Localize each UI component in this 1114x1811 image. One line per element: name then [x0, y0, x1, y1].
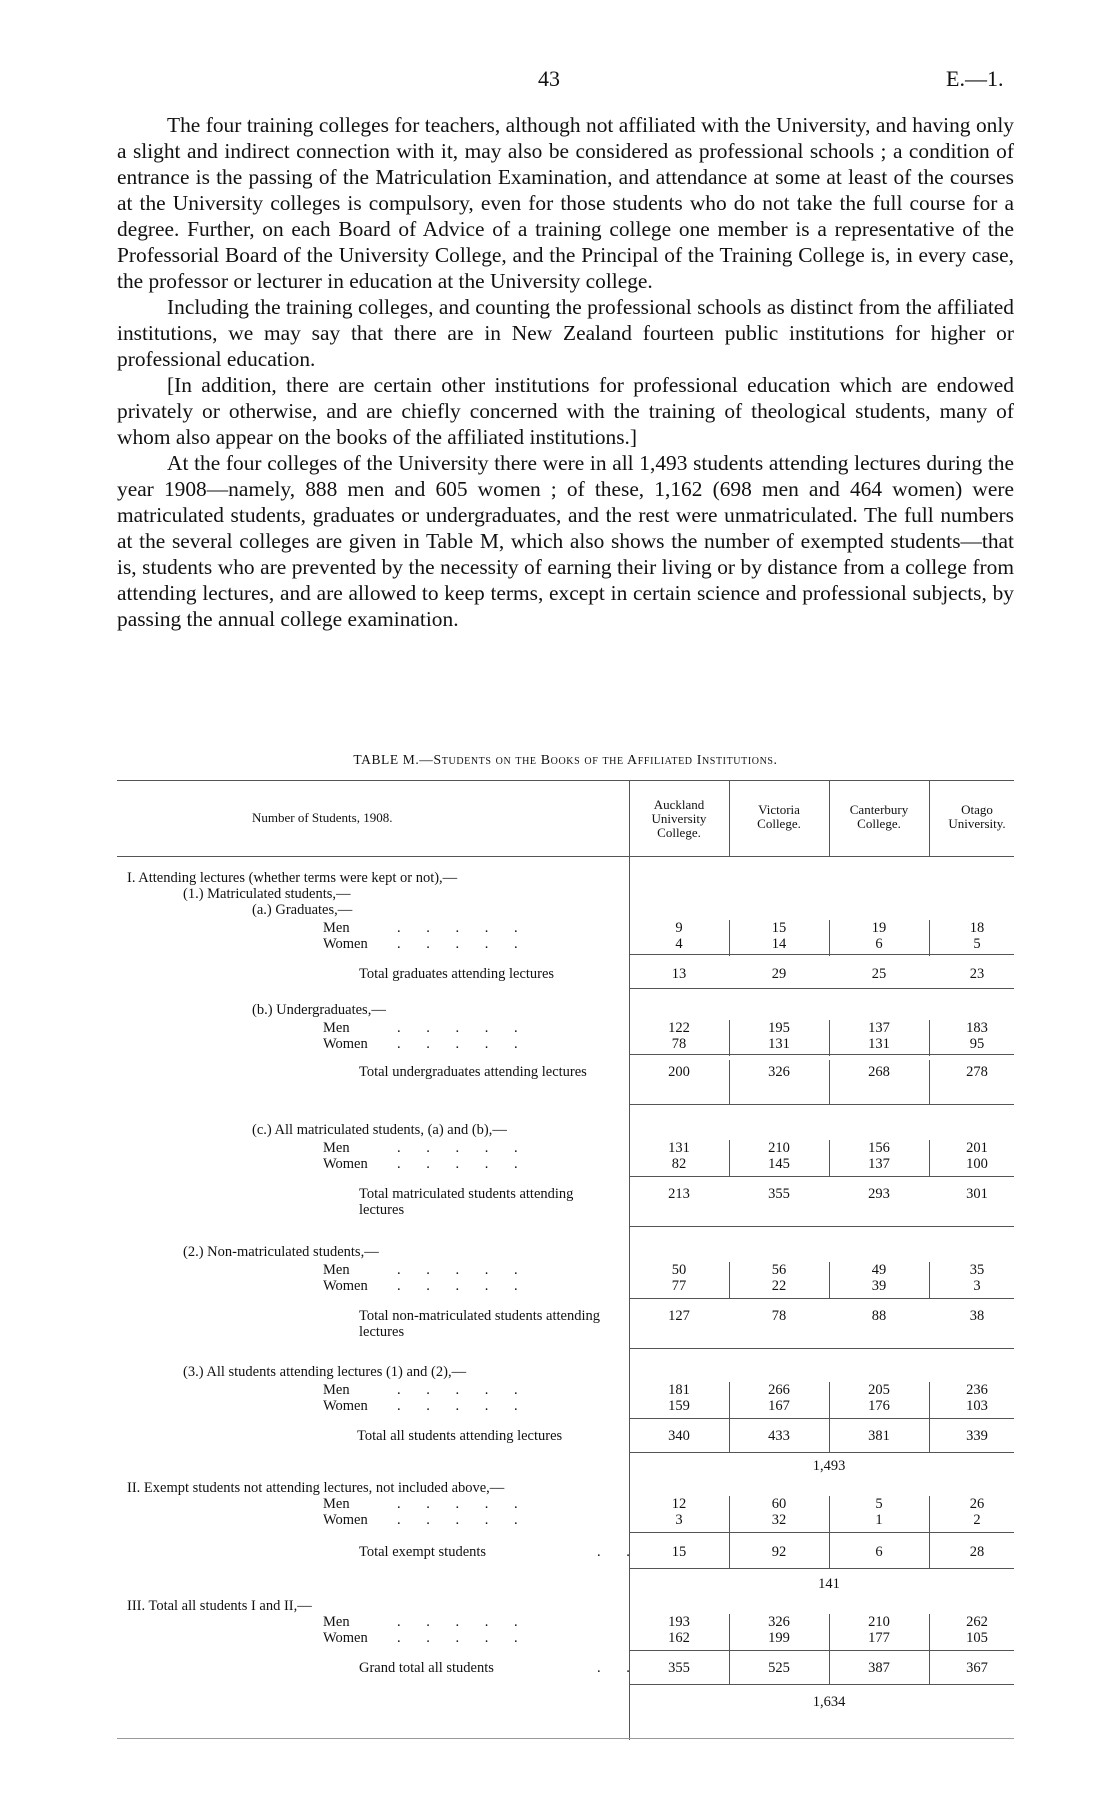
cell: 49 — [871, 1262, 887, 1278]
column-divider — [929, 920, 930, 956]
cell: 12 — [671, 1496, 687, 1512]
cell: 22 — [771, 1278, 787, 1294]
cell: 3 — [675, 1512, 683, 1528]
row-label-men: Men — [323, 1496, 350, 1512]
cell: 77 — [671, 1278, 687, 1294]
cell: 193 — [668, 1614, 690, 1630]
cell: 199 — [768, 1630, 790, 1646]
cell: 137 — [868, 1020, 890, 1036]
cell: 5 — [875, 1496, 883, 1512]
cell: 340 — [668, 1428, 690, 1444]
cell: 266 — [768, 1382, 790, 1398]
cell: 18 — [969, 920, 985, 936]
total-label: Total graduates attending lectures — [359, 966, 555, 982]
column-header-otago: Otago University. — [948, 802, 1006, 831]
subtotal-rule — [629, 1298, 1014, 1299]
subtotal-rule — [629, 1226, 1014, 1227]
leader-dots: . . . . . — [397, 1496, 529, 1512]
leader-dots: . . — [597, 1660, 641, 1676]
row-label-women: Women — [323, 1156, 368, 1172]
column-divider — [829, 1614, 830, 1684]
cell: 26 — [969, 1496, 985, 1512]
cell: 201 — [966, 1140, 988, 1156]
body-text — [117, 112, 1014, 632]
paragraph: [In addition, there are certain other institutions for professional education which are endowed privately or otherwise, and are chiefly concerned with the training of theological students, many of whom also appear on the books of the affiliated institutions.] — [117, 373, 1014, 449]
total-label: Grand total all students — [359, 1660, 494, 1676]
column-divider — [729, 920, 730, 956]
subtotal-rule — [629, 1176, 1014, 1177]
cell: 137 — [868, 1156, 890, 1172]
column-divider — [729, 1140, 730, 1176]
cell: 131 — [668, 1140, 690, 1156]
row-label-women: Women — [323, 1278, 368, 1294]
cell: 181 — [668, 1382, 690, 1398]
column-divider — [729, 1060, 730, 1104]
cell: 28 — [969, 1544, 985, 1560]
cell: 14 — [771, 936, 787, 952]
column-header-auckland: Auckland University College. — [651, 797, 707, 840]
column-divider — [829, 1020, 830, 1056]
cell: 122 — [668, 1020, 690, 1036]
total-label: Total undergraduates attending lectures — [359, 1064, 587, 1080]
table-title-prefix: TABLE M.— — [353, 752, 434, 767]
cell: 210 — [768, 1140, 790, 1156]
cell: 95 — [969, 1036, 985, 1052]
cell: 88 — [871, 1308, 887, 1324]
subtotal-rule — [629, 1568, 1014, 1569]
cell: 301 — [966, 1186, 988, 1202]
subtotal-rule — [629, 1418, 1014, 1419]
cell: 195 — [768, 1020, 790, 1036]
section-ii-label: II. Exempt students not attending lectures, not included above,— — [127, 1480, 505, 1496]
cell: 15 — [671, 1544, 687, 1560]
cell: 131 — [768, 1036, 790, 1052]
cell: 200 — [668, 1064, 690, 1080]
subtotal-rule — [629, 988, 1014, 989]
leader-dots: . . . . . — [397, 1020, 529, 1036]
column-header-victoria: Victoria College. — [757, 802, 801, 831]
column-divider — [929, 1140, 930, 1176]
column-divider — [929, 1496, 930, 1568]
leader-dots: . . . . . — [397, 1036, 529, 1052]
document-code: E.—1. — [946, 66, 1004, 91]
row-label-men: Men — [323, 920, 350, 936]
cell: 9 — [675, 920, 683, 936]
total-label: Total non-matriculated students attending lectures — [359, 1308, 600, 1340]
cell: 38 — [969, 1308, 985, 1324]
cell: 92 — [771, 1544, 787, 1560]
column-divider — [929, 780, 930, 856]
cell: 127 — [668, 1308, 690, 1324]
column-divider — [729, 1496, 730, 1568]
header-bottom-rule — [117, 856, 1014, 857]
cell: 326 — [768, 1614, 790, 1630]
cell: 387 — [868, 1660, 890, 1676]
column-divider — [929, 1382, 930, 1452]
row-label-men: Men — [323, 1262, 350, 1278]
leader-dots: . . . . . — [397, 1382, 529, 1398]
row-label-women: Women — [323, 936, 368, 952]
combined-total: 141 — [818, 1576, 840, 1592]
cell: 167 — [768, 1398, 790, 1414]
row-label-men: Men — [323, 1382, 350, 1398]
column-divider — [929, 1614, 930, 1684]
cell: 78 — [771, 1308, 787, 1324]
column-divider — [829, 1060, 830, 1104]
cell: 183 — [966, 1020, 988, 1036]
cell: 326 — [768, 1064, 790, 1080]
subsection-label: (1.) Matriculated students,— — [183, 886, 351, 902]
column-divider — [929, 1020, 930, 1056]
total-label: Total all students attending lectures — [357, 1428, 563, 1444]
cell: 100 — [966, 1156, 988, 1172]
cell: 39 — [871, 1278, 887, 1294]
combined-total: 1,634 — [812, 1694, 846, 1710]
cell: 159 — [668, 1398, 690, 1414]
table-bottom-rule — [117, 1738, 1014, 1739]
cell: 433 — [768, 1428, 790, 1444]
subtotal-rule — [629, 1650, 1014, 1651]
cell: 5 — [973, 936, 981, 952]
cell: 381 — [868, 1428, 890, 1444]
column-divider — [829, 1140, 830, 1176]
cell: 6 — [875, 1544, 883, 1560]
row-label-women: Women — [323, 1630, 368, 1646]
cell: 131 — [868, 1036, 890, 1052]
subtotal-rule — [629, 1054, 1014, 1055]
column-divider — [729, 1262, 730, 1298]
cell: 23 — [969, 966, 985, 982]
cell: 60 — [771, 1496, 787, 1512]
cell: 268 — [868, 1064, 890, 1080]
leader-dots: . . . . . — [397, 936, 529, 952]
table-top-rule — [117, 780, 1014, 781]
cell: 19 — [871, 920, 887, 936]
column-divider — [729, 1020, 730, 1056]
cell: 2 — [973, 1512, 981, 1528]
subsection-label: (b.) Undergraduates,— — [252, 1002, 386, 1018]
cell: 355 — [768, 1186, 790, 1202]
page-number: 43 — [538, 66, 560, 91]
subtotal-rule — [629, 1452, 1014, 1453]
subtotal-rule — [629, 1104, 1014, 1105]
leader-dots: . . — [597, 1544, 641, 1560]
cell: 35 — [969, 1262, 985, 1278]
row-label-men: Men — [323, 1140, 350, 1156]
cell: 262 — [966, 1614, 988, 1630]
column-header-canterbury: Canterbury College. — [849, 802, 909, 831]
column-divider — [929, 1262, 930, 1298]
subtotal-rule — [629, 954, 1014, 955]
cell: 25 — [871, 966, 887, 982]
column-divider — [829, 1262, 830, 1298]
paragraph: The four training colleges for teachers, although not affiliated with the University, and having only a slight and indirect connection with it, may also be considered as professional schools ; a condition of entrance is the passing of the Matriculation Examination, and attendance at some at least of the courses at the University colleges is compulsory, even for those students who do not take the full course for a degree. Further, on each Board of Advice of a training college one member is a representative of the Professorial Board of the University College, and the Principal of the Training College is, in every case, the professor or lecturer in education at the University college. — [117, 113, 1014, 293]
cell: 13 — [671, 966, 687, 982]
subtotal-rule — [629, 1532, 1014, 1533]
subsection-label: (c.) All matriculated students, (a) and (b),— — [252, 1122, 507, 1138]
cell: 29 — [771, 966, 787, 982]
cell: 6 — [875, 936, 883, 952]
cell: 355 — [668, 1660, 690, 1676]
column-divider — [829, 780, 830, 856]
cell: 105 — [966, 1630, 988, 1646]
cell: 177 — [868, 1630, 890, 1646]
total-label: Total matriculated students attending lectures — [359, 1186, 574, 1218]
paragraph: Including the training colleges, and counting the professional schools as distinct from the affiliated institutions, we may say that there are in New Zealand fourteen public institutions for higher or professional education. — [117, 295, 1014, 371]
leader-dots: . . . . . — [397, 1156, 529, 1172]
subsection-label: (3.) All students attending lectures (1) and (2),— — [183, 1364, 467, 1380]
cell: 205 — [868, 1382, 890, 1398]
cell: 525 — [768, 1660, 790, 1676]
leader-dots: . . . . . — [397, 1512, 529, 1528]
section-iii-label: III. Total all students I and II,— — [127, 1598, 312, 1614]
subsection-label: (2.) Non-matriculated students,— — [183, 1244, 379, 1260]
cell: 78 — [671, 1036, 687, 1052]
combined-total: 1,493 — [812, 1458, 846, 1474]
cell: 156 — [868, 1140, 890, 1156]
leader-dots: . . . . . — [397, 920, 529, 936]
row-label-women: Women — [323, 1512, 368, 1528]
column-divider — [929, 1060, 930, 1104]
cell: 339 — [966, 1428, 988, 1444]
leader-dots: . . . . . — [397, 1614, 529, 1630]
cell: 50 — [671, 1262, 687, 1278]
cell: 32 — [771, 1512, 787, 1528]
column-divider — [829, 920, 830, 956]
section-i-label: I. Attending lectures (whether terms were kept or not),— — [127, 870, 458, 886]
cell: 145 — [768, 1156, 790, 1172]
cell: 236 — [966, 1382, 988, 1398]
cell: 278 — [966, 1064, 988, 1080]
cell: 367 — [966, 1660, 988, 1676]
cell: 103 — [966, 1398, 988, 1414]
subtotal-rule — [629, 1348, 1014, 1349]
cell: 293 — [868, 1186, 890, 1202]
row-label-men: Men — [323, 1614, 350, 1630]
table-title — [117, 752, 1014, 769]
leader-dots: . . . . . — [397, 1630, 529, 1646]
column-divider — [729, 1382, 730, 1452]
row-label-women: Women — [323, 1036, 368, 1052]
cell: 56 — [771, 1262, 787, 1278]
leader-dots: . . . . . — [397, 1262, 529, 1278]
leader-dots: . . . . . — [397, 1398, 529, 1414]
students-table — [117, 780, 1014, 1740]
table-title-main: Students on the Books of the Affiliated Institutions. — [433, 753, 778, 768]
column-divider — [829, 1382, 830, 1452]
column-divider — [729, 780, 730, 856]
cell: 162 — [668, 1630, 690, 1646]
stub-header: Number of Students, 1908. — [252, 810, 393, 825]
cell: 82 — [671, 1156, 687, 1172]
row-label-men: Men — [323, 1020, 350, 1036]
paragraph: At the four colleges of the University there were in all 1,493 students attending lectures during the year 1908—namely, 888 men and 605 women ; of these, 1,162 (698 men and 464 women) were matriculated students, graduates or undergraduates, and the rest were unmatriculated. The full numbers at the several colleges are given in Table M, which also shows the number of exempted students—that is, students who are prevented by the necessity of earning their living or by distance from a college from attending lectures, and are allowed to keep terms, except in certain science and professional subjects, by passing the annual college examination. — [117, 451, 1014, 631]
cell: 210 — [868, 1614, 890, 1630]
cell: 213 — [668, 1186, 690, 1202]
leader-dots: . . . . . — [397, 1140, 529, 1156]
row-label-women: Women — [323, 1398, 368, 1414]
cell: 15 — [771, 920, 787, 936]
cell: 3 — [973, 1278, 981, 1294]
cell: 1 — [875, 1512, 883, 1528]
cell: 176 — [868, 1398, 890, 1414]
cell: 4 — [675, 936, 683, 952]
leader-dots: . . . . . — [397, 1278, 529, 1294]
column-divider — [629, 780, 630, 1740]
column-divider — [829, 1496, 830, 1568]
subtotal-rule — [629, 1684, 1014, 1685]
column-divider — [729, 1614, 730, 1684]
total-label: Total exempt students — [359, 1544, 487, 1560]
subsection-label: (a.) Graduates,— — [252, 902, 353, 918]
